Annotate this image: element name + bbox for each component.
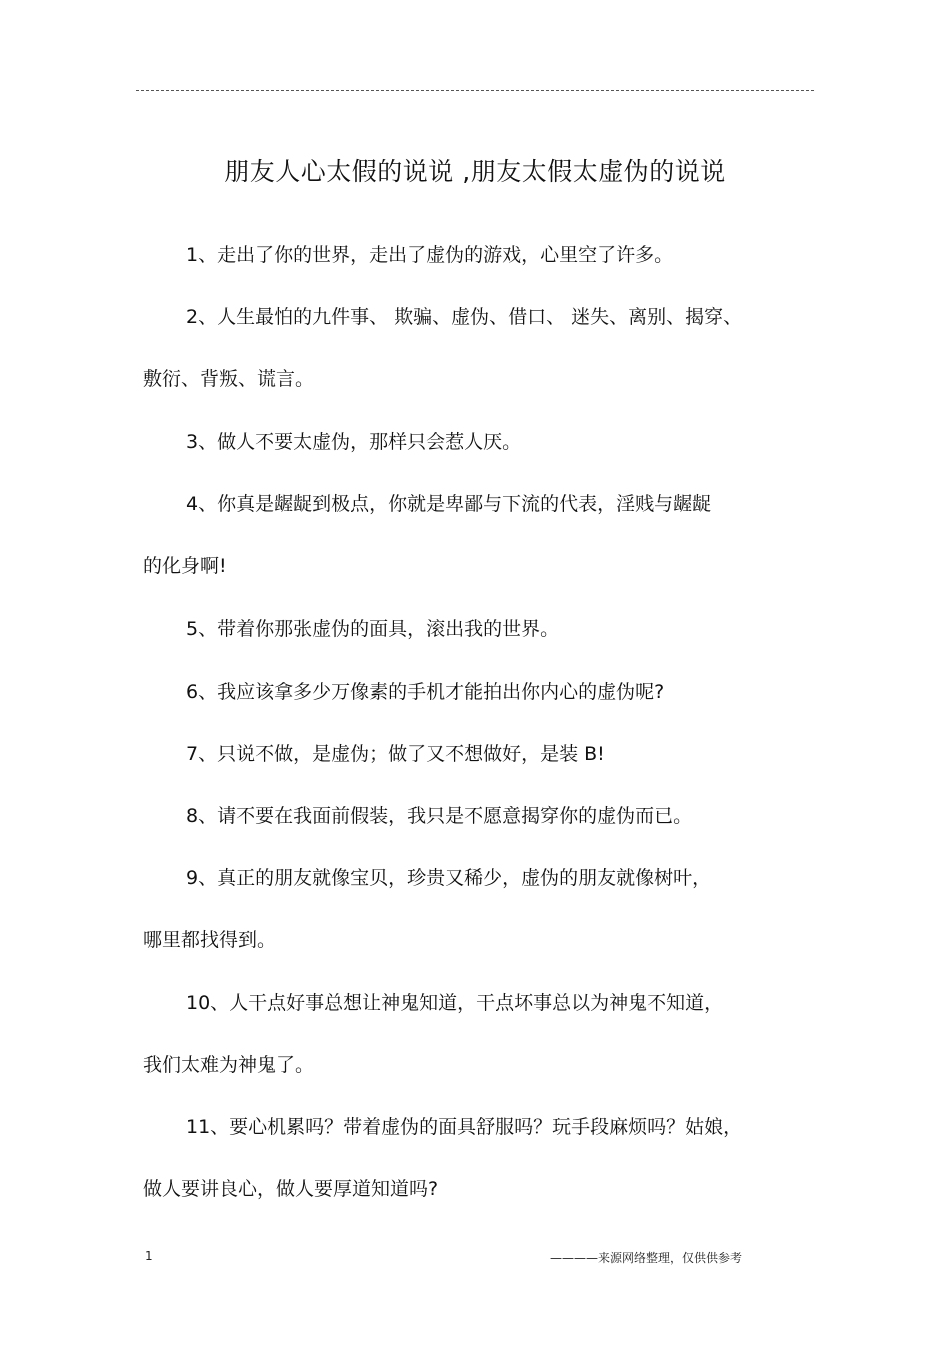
item-9-line-2: 哪里都找得到。 [143, 929, 277, 951]
item-9-line-1: 9、真正的朋友就像宝贝，珍贵又稀少，虚伪的朋友就像树叶， [186, 867, 712, 889]
item-6-line-1: 6、我应该拿多少万像素的手机才能拍出你内心的虚伪呢? [186, 681, 665, 703]
item-4-line-1: 4、你真是龌龊到极点，你就是卑鄙与下流的代表，淫贱与龌龊 [186, 493, 712, 515]
item-11-line-2: 做人要讲良心，做人要厚道知道吗? [143, 1178, 439, 1200]
page-number: 1 [145, 1249, 153, 1263]
item-10-line-1: 10、人干点好事总想让神鬼知道，干点坏事总以为神鬼不知道， [186, 992, 724, 1014]
item-7-line-1: 7、只说不做，是虚伪；做了又不想做好，是装 B! [186, 743, 605, 765]
item-8-line-1: 8、请不要在我面前假装，我只是不愿意揭穿你的虚伪而已。 [186, 805, 693, 827]
item-4-line-2: 的化身啊! [143, 555, 227, 577]
item-1-line-1: 1、走出了你的世界，走出了虚伪的游戏，心里空了许多。 [186, 244, 674, 266]
document-title: 朋友人心太假的说说 ,朋友太假太虚伪的说说 [224, 157, 726, 186]
item-2-line-1: 2、人生最怕的九件事、 欺骗、虚伪、借口、 迷失、离别、揭穿、 [186, 306, 743, 328]
item-10-line-2: 我们太难为神鬼了。 [143, 1054, 315, 1076]
header-divider [136, 90, 814, 91]
item-2-line-2: 敷衍、背叛、谎言。 [143, 368, 315, 390]
item-11-line-1: 11、要心机累吗？带着虚伪的面具舒服吗？玩手段麻烦吗？姑娘， [186, 1116, 743, 1138]
item-5-line-1: 5、带着你那张虚伪的面具，滚出我的世界。 [186, 618, 560, 640]
source-note: ————来源网络整理，仅供供参考 [550, 1251, 743, 1265]
item-3-line-1: 3、做人不要太虚伪，那样只会惹人厌。 [186, 431, 522, 453]
